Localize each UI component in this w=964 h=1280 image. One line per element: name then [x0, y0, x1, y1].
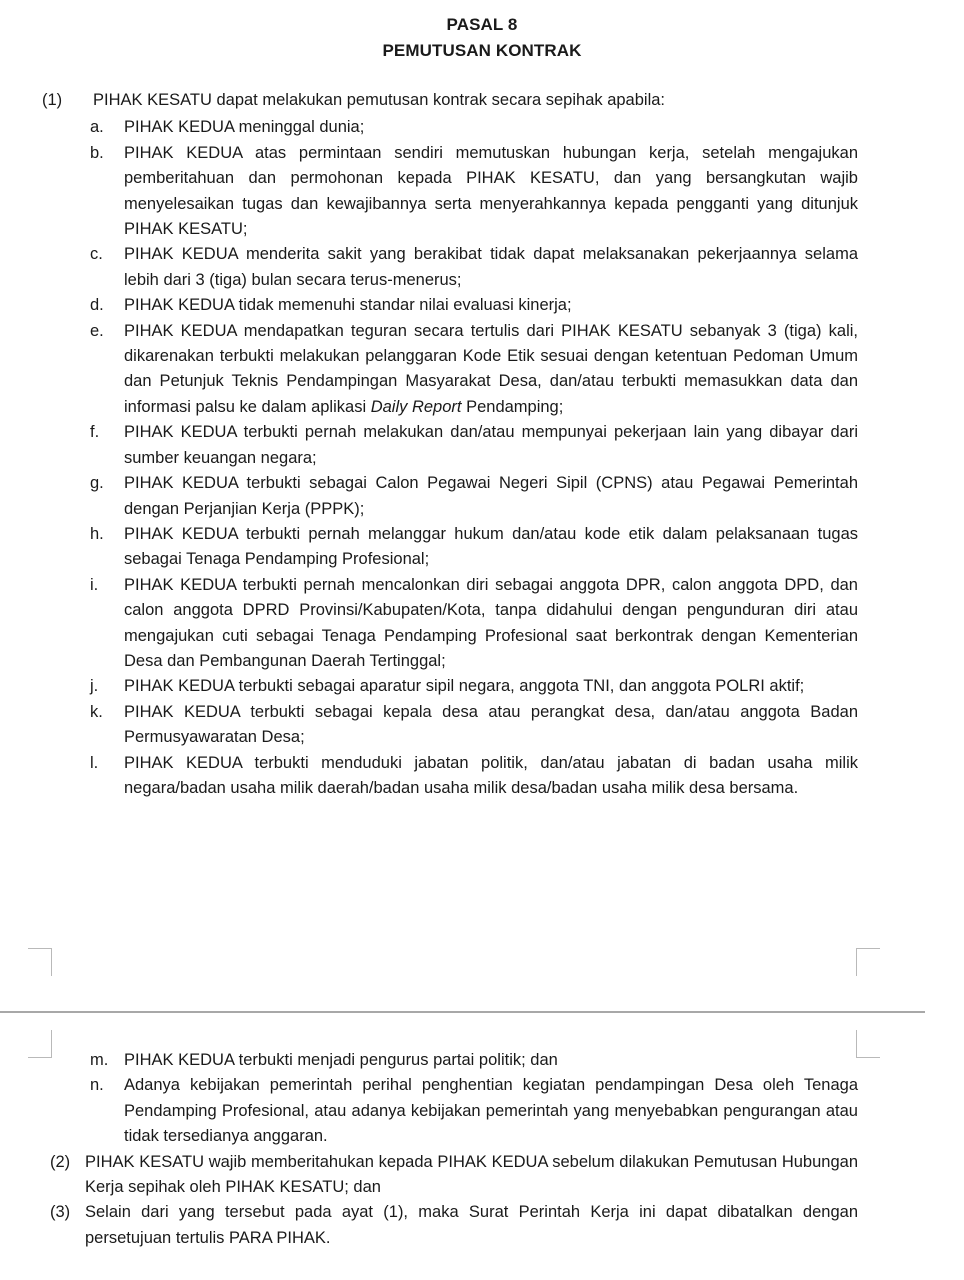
list-item [90, 319, 858, 421]
list-item-marker: c. [90, 245, 103, 264]
list-item-marker: j. [90, 677, 99, 696]
sub-item-list-page2 [0, 1048, 964, 1150]
list-item [90, 751, 858, 802]
list-item-marker: h. [90, 524, 104, 543]
list-item-text: PIHAK KEDUA terbukti pernah melakukan dan/atau mempunyai pekerjaan lain yang dibayar dari sumber keuangan negara; [124, 423, 858, 467]
list-item-marker: n. [90, 1076, 104, 1095]
title-article-number: PASAL 8 [446, 15, 518, 34]
list-item [90, 293, 858, 318]
list-item-text: PIHAK KEDUA terbukti menjadi pengurus partai politik; dan [124, 1051, 558, 1069]
crop-mark-top-left-icon [28, 948, 52, 976]
list-item [90, 141, 858, 243]
clause-2-text: PIHAK KESATU wajib memberitahukan kepada PIHAK KEDUA sebelum dilakukan Pemutusan Hubungan Kerja sepihak oleh PIHAK KESATU; dan [85, 1152, 858, 1197]
clause-2-marker: (2) [50, 1152, 71, 1171]
list-item [90, 420, 858, 471]
list-item-marker: i. [90, 575, 99, 594]
clause-3 [50, 1200, 858, 1251]
clause-1-text: PIHAK KESATU dapat melakukan pemutusan kontrak secara sepihak apabila: [93, 91, 666, 109]
list-item-text: PIHAK KEDUA terbukti pernah mencalonkan diri sebagai anggota DPR, calon anggota DPD, dan calon anggota DPRD Provinsi/Kabupaten/Kota, tanpa didahului dengan pengunduran diri atau mengajukan cuti sebagai Tenaga Pendamping Profesional saat berkontrak dengan Kementerian Desa dan Pembangunan Daerah Tertinggal; [124, 575, 858, 670]
list-item [90, 700, 858, 751]
list-item-marker: d. [90, 296, 104, 315]
list-item [90, 115, 858, 140]
list-item-text: PIHAK KEDUA meninggal dunia; [124, 118, 365, 137]
clause-1-marker: (1) [42, 91, 63, 109]
title-article-name: PEMUTUSAN KONTRAK [382, 41, 582, 60]
list-item-marker: k. [90, 702, 103, 721]
list-item-text [124, 319, 858, 421]
list-item [90, 471, 858, 522]
clause-3-marker: (3) [50, 1203, 71, 1222]
clause-3-text: Selain dari yang tersebut pada ayat (1), maka Surat Perintah Kerja ini dapat dibatalkan dengan persetujuan tertulis PARA PIHAK. [85, 1203, 858, 1247]
list-item-text: PIHAK KEDUA menderita sakit yang berakibat tidak dapat melaksanakan pekerjaannya selama lebih dari 3 (tiga) bulan secara terus-menerus; [124, 245, 858, 289]
list-item-text-part-1: PIHAK KEDUA mendapatkan teguran secara tertulis dari PIHAK KESATU sebanyak 3 (tiga) kali, dikarenakan terbukti melakukan pelanggaran Kode Etik sesuai dengan ketentuan Pedoman Umum dan Petunjuk Teknis Pendampingan Masyarakat Desa, dan/atau terbukti memasukkan data dan informasi palsu ke dalam aplikasi [124, 321, 858, 416]
page-break-region [0, 940, 964, 1060]
page-title [0, 0, 964, 64]
list-item [90, 573, 858, 675]
list-item [90, 242, 858, 293]
list-item-marker: f. [90, 423, 100, 442]
list-item-text-italic: Daily Report [370, 397, 462, 416]
list-item-marker: g. [90, 474, 104, 493]
list-item-text: PIHAK KEDUA terbukti sebagai aparatur sipil negara, anggota TNI, dan anggota POLRI aktif; [124, 677, 805, 696]
list-item [90, 522, 858, 573]
list-item-marker: a. [90, 118, 104, 137]
list-item-text-part-2: Pendamping; [461, 397, 564, 416]
list-item-marker: l. [90, 753, 99, 772]
list-item [90, 1048, 858, 1073]
document-page-bottom [0, 1046, 964, 1251]
page-separator [0, 1011, 925, 1013]
list-item [90, 674, 858, 699]
list-item [90, 1073, 858, 1149]
list-item-marker: e. [90, 321, 104, 340]
list-item-text: PIHAK KEDUA terbukti pernah melanggar hukum dan/atau kode etik dalam pelaksanaan tugas sebagai Tenaga Pendamping Profesional; [124, 524, 858, 569]
list-item-text: Adanya kebijakan pemerintah perihal penghentian kegiatan pendampingan Desa oleh Tenaga Pendamping Profesional, atau adanya kebijakan pemerintah yang menyebabkan pengurangan atau tidak tersedianya anggaran. [124, 1076, 858, 1146]
list-item-text: PIHAK KEDUA terbukti menduduki jabatan politik, dan/atau jabatan di badan usaha milik negara/badan usaha milik daerah/badan usaha milik desa/badan usaha milik desa bersama. [124, 753, 858, 797]
list-item-text: PIHAK KEDUA tidak memenuhi standar nilai evaluasi kinerja; [124, 296, 572, 315]
crop-mark-top-right-icon [856, 948, 880, 976]
list-item-marker: m. [90, 1051, 109, 1069]
list-item-text: PIHAK KEDUA terbukti sebagai Calon Pegawai Negeri Sipil (CPNS) atau Pegawai Pemerintah dengan Perjanjian Kerja (PPPK); [124, 474, 858, 518]
sub-item-list-page1 [0, 115, 964, 801]
list-item-text: PIHAK KEDUA atas permintaan sendiri memutuskan hubungan kerja, setelah mengajukan pemberitahuan dan permohonan kepada PIHAK KESATU, dan yang bersangkutan wajib menyelesaikan tugas dan kewajibannya serta menyerahkannya kepada pengganti yang ditunjuk PIHAK KESATU; [124, 143, 858, 239]
list-item-text: PIHAK KEDUA terbukti sebagai kepala desa atau perangkat desa, dan/atau anggota Badan Permusyawaratan Desa; [124, 702, 858, 747]
list-item-marker: b. [90, 143, 104, 162]
clause-2 [50, 1150, 858, 1201]
clause-1 [42, 88, 858, 113]
